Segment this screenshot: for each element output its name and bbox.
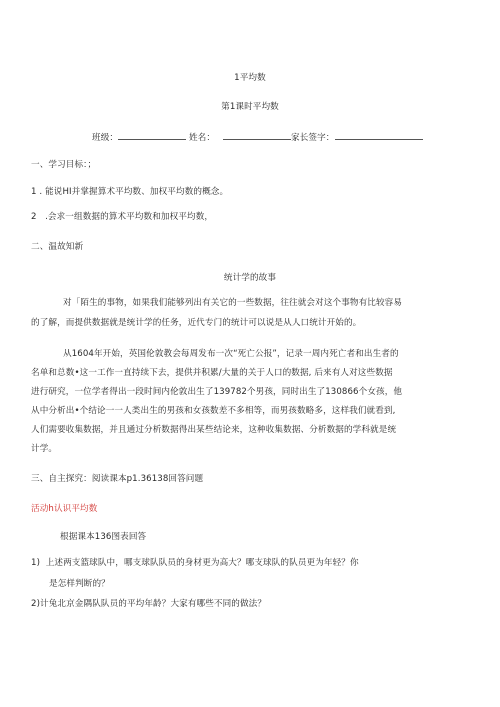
activity-prefix: 活动h [31, 504, 54, 514]
section2-heading: 二、温故知新 [31, 242, 84, 252]
paragraph-line: 计学。 [31, 444, 58, 454]
goal-number: 2 [31, 212, 37, 222]
question-item [31, 557, 359, 569]
goal-number: 1 [31, 187, 37, 197]
activity-title: 认识平均数 [53, 504, 98, 514]
name-label: 姓名： [188, 133, 216, 143]
paragraph-line: 名单和总数•这一工作一直持续下去，提供并积累/大量的关于人口的数据, 后来有人对这些数据 [31, 368, 393, 378]
paragraph-line: 的了解，而提供数据就是统计学的任务，近代专门的统计可以说是从人口统计开始的。 [31, 318, 362, 328]
goal-text: .会求一组数据的算术平均数和加权平均数， [42, 212, 214, 222]
paragraph-line: 人们需要收集数据，并且通过分析数据得出某些结论来，这种收集数据、分析数据的学科就是统 [31, 425, 397, 435]
question-item [31, 598, 266, 610]
document-title: 1平均数 [234, 73, 266, 83]
goal-item [31, 186, 228, 198]
paragraph-line: 进行研究，一位学者得出一段时间内伦敦出生了139782个男孩，同时出生了130866个女孩，他 [31, 387, 403, 397]
paragraph-line: 对「陌生的事物，如果我们能够列出有关它的一些数据，往往就会对这个事物有比较容易 [63, 298, 403, 308]
goal-text: . 能说HI并掌握算术平均数、加权平均数的概念。 [39, 187, 229, 197]
section1-heading: 一、学习目标：； [31, 160, 97, 170]
question-number: 2) [31, 599, 41, 609]
activity-heading [31, 503, 97, 515]
parent-blank [335, 130, 423, 140]
paragraph-line: 从1604年开始，英国伦敦教会每周发布一次“死亡公报”，记录一周内死亡者和出生者的 [63, 349, 399, 359]
question-continuation: 是怎样判断的？ [49, 579, 110, 589]
lesson-subtitle: 第1课时平均数 [221, 102, 279, 112]
section3-heading: 三、自主探究：阅读课本p1.36138回答问题 [31, 474, 204, 484]
goal-item [31, 211, 213, 223]
info-row [92, 130, 423, 144]
class-blank [118, 130, 186, 140]
question-text: 计兔北京金隅队队员的平均年龄？大家有哪些不同的做法？ [40, 599, 267, 609]
paragraph-line: 从中分析出•个结论一一人类出生的男孩和女孩数差不多相等，而男孩数略多，这样我们就看到, [31, 406, 396, 416]
instruction-text: 根据课本136图表回答 [60, 532, 147, 542]
story-title: 统计学的故事 [223, 273, 277, 283]
name-blank [223, 130, 291, 140]
question-text: 上述两支篮球队中，哪支球队队员的身材更为高大？哪支球队的队员更为年轻？你 [45, 558, 359, 568]
class-label: 班级： [92, 133, 119, 143]
parent-label: 家长签字： [291, 133, 335, 143]
question-number: 1) [31, 558, 41, 568]
